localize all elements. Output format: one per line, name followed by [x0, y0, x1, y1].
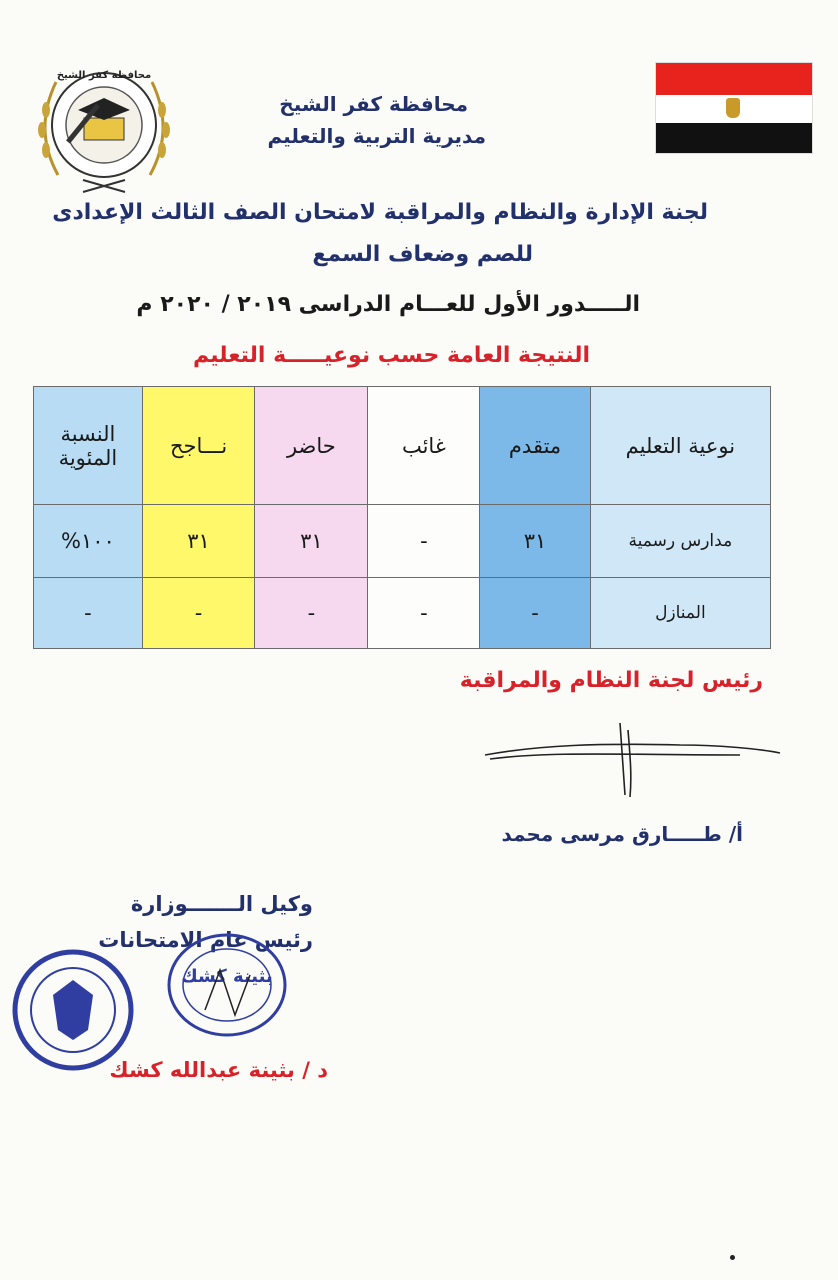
exam-session: الـــــدور الأول للعـــام الدراسى ٢٠١٩ / ٢٠٢٠ م: [136, 292, 640, 317]
cell-applied: -: [480, 578, 590, 649]
deputy-title: وكيل الـــــــوزارة: [130, 892, 313, 916]
directorate-name: مديرية التربية والتعليم: [267, 124, 486, 148]
cell-present: ٣١: [255, 505, 368, 578]
cell-applied: ٣١: [480, 505, 590, 578]
cell-absent: -: [368, 505, 480, 578]
committee-subtitle: للصم وضعاف السمع: [312, 242, 533, 267]
page-dot: [730, 1255, 735, 1260]
egypt-flag: [655, 62, 813, 154]
cell-absent: -: [368, 578, 480, 649]
cell-education-type: مدارس رسمية: [590, 505, 770, 578]
table-row: [34, 578, 771, 649]
eagle-icon: [726, 98, 740, 118]
table-row: [34, 505, 771, 578]
header-present: حاضر: [255, 387, 368, 505]
header-applied: متقدم: [480, 387, 590, 505]
results-heading: النتيجة العامة حسب نوعيـــــة التعليم: [193, 343, 590, 368]
ministry-seal: [8, 945, 138, 1075]
header-passed: نـــاجح: [142, 387, 255, 505]
header-education-type: نوعية التعليم: [590, 387, 770, 505]
committee-head-title: رئيس لجنة النظام والمراقبة: [459, 668, 763, 693]
cell-present: -: [255, 578, 368, 649]
cell-percentage: -: [34, 578, 143, 649]
committee-head-name: أ/ طـــــارق مرسى محمد: [501, 822, 743, 846]
deputy-name: د / بثينة عبدالله كشك: [109, 1058, 328, 1082]
committee-head-signature: [480, 715, 790, 805]
cell-passed: ٣١: [142, 505, 255, 578]
table-header-row: [34, 387, 771, 505]
cell-percentage: ١٠٠%: [34, 505, 143, 578]
results-table: [33, 386, 771, 649]
exams-head-title: رئيس عام الامتحانات: [98, 928, 313, 952]
personal-seal: [165, 930, 290, 1040]
cell-education-type: المنازل: [590, 578, 770, 649]
seal-text: بثينة كشك: [181, 966, 273, 987]
committee-title: لجنة الإدارة والنظام والمراقبة لامتحان الصف الثالث الإعدادى: [52, 200, 708, 225]
directorate-logo: [28, 50, 180, 200]
governorate-name: محافظة كفر الشيخ: [279, 92, 468, 116]
header-percentage: النسبة المئوية: [34, 387, 143, 505]
logo-text: محافظة كفر الشيخ: [56, 70, 152, 81]
header-absent: غائب: [368, 387, 480, 505]
cell-passed: -: [142, 578, 255, 649]
